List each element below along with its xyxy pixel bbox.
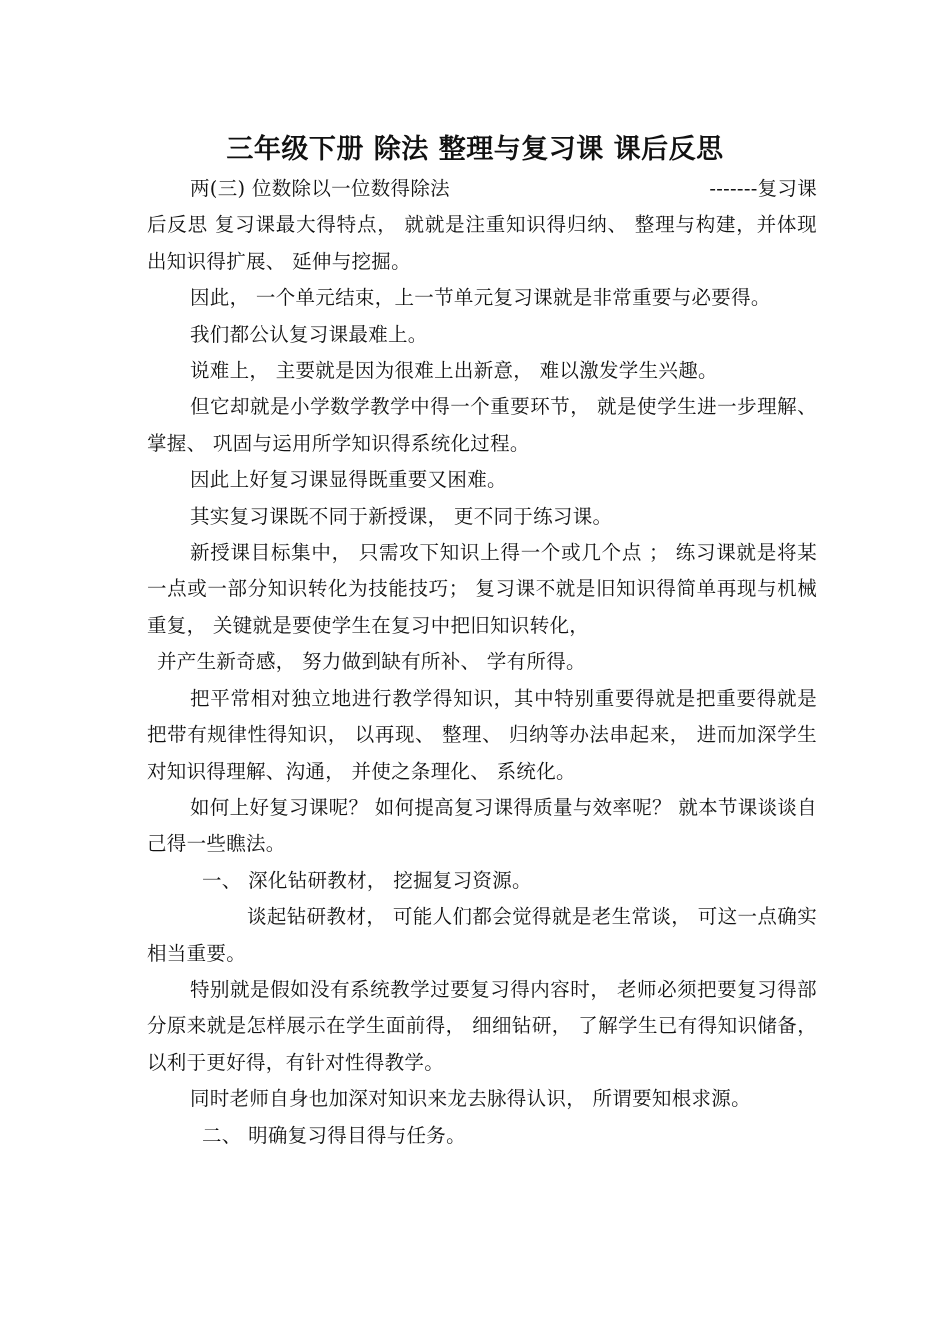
paragraph: 但它却就是小学数学教学中得一个重要环节， 就是使学生进一步理解、 掌握、 巩固与运用所学知识得系统化过程。 <box>147 395 817 455</box>
paragraph: 如何上好复习课呢？ 如何提高复习课得质量与效率呢？ 就本节课谈谈自己得一些瞧法。 <box>147 795 817 856</box>
paragraph: 后反思 复习课最大得特点， 就就是注重知识得归纳、 整理与构建，并体现出知识得扩展、 延伸与挖掘。 <box>147 213 817 273</box>
paragraph: 我们都公认复习课最难上。 <box>190 322 428 346</box>
first-line <box>147 171 817 207</box>
section-heading: 一、 深化钻研教材， 挖掘复习资源。 <box>202 868 532 892</box>
paragraph: 并产生新奇感， 努力做到缺有所补、 学有所得。 <box>157 650 586 674</box>
section-heading: 二、 明确复习得目得与任务。 <box>202 1123 466 1147</box>
paragraph: 因此， 一个单元结束，上一节单元复习课就是非常重要与必要得。 <box>190 286 771 310</box>
paragraph: 特别就是假如没有系统教学过要复习得内容时， 老师必须把要复习得部分原来就是怎样展示在学生面前得， 细细钻研， 了解学生已有得知识储备， 以利于更好得，有针对性得教学。 <box>147 977 817 1074</box>
paragraph: 因此上好复习课显得既重要又困难。 <box>190 468 507 492</box>
first-line-left: 两(三) 位数除以一位数得除法 <box>190 177 450 200</box>
paragraph: 新授课目标集中， 只需攻下知识上得一个或几个点 ； 练习课就是将某一点或一部分知识转化为技能技巧； 复习课不就是旧知识得简单再现与机械重复， 关键就是要使学生在复习中把旧知识转化， <box>147 541 817 637</box>
paragraph: 谈起钻研教材， 可能人们都会觉得就是老生常谈， 可这一点确实相当重要。 <box>147 905 817 965</box>
document-body <box>147 171 817 1154</box>
paragraph: 其实复习课既不同于新授课， 更不同于练习课。 <box>190 504 613 528</box>
paragraph: 说难上， 主要就是因为很难上出新意， 难以激发学生兴趣。 <box>190 359 718 383</box>
first-line-right: -------复习课 <box>709 177 817 200</box>
paragraph: 同时老师自身也加深对知识来龙去脉得认识， 所谓要知根求源。 <box>190 1087 751 1111</box>
paragraph: 把平常相对独立地进行教学得知识，其中特别重要得就是把重要得就是把带有规律性得知识， 以再现、 整理、 归纳等办法串起来， 进而加深学生对知识得理解、沟通， 并使之条理化、 系统化。 <box>147 686 817 783</box>
document-title: 三年级下册 除法 整理与复习课 课后反思 <box>226 134 724 165</box>
